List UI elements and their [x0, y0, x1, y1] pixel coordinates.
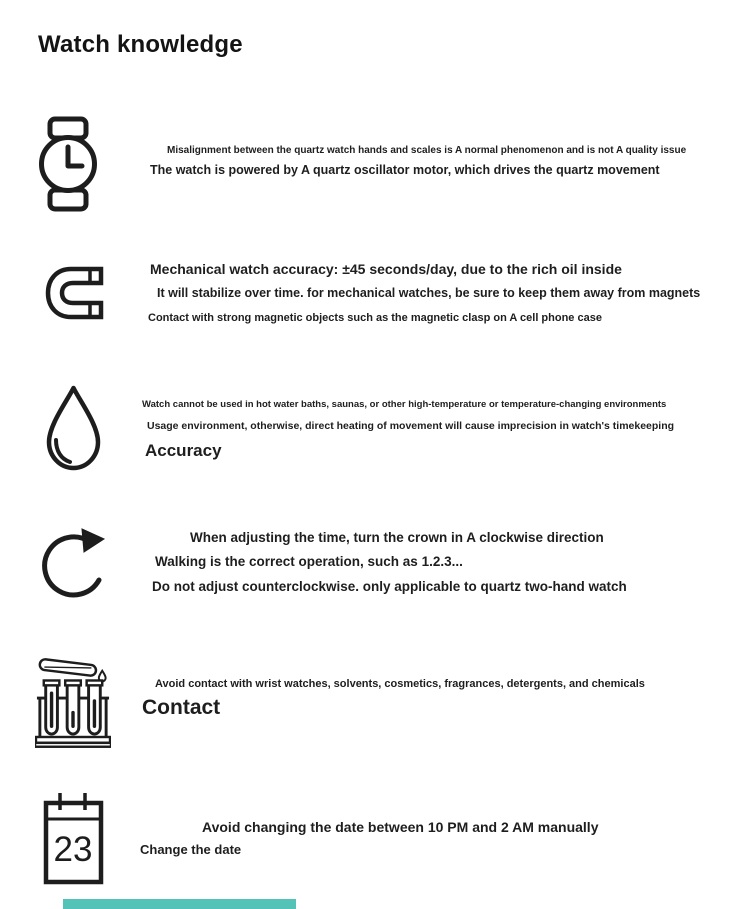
page-title: Watch knowledge — [38, 31, 243, 58]
hot-water-warning-note: Watch cannot be used in hot water baths, saunas, or other high-temperature or temperature-changing environments — [142, 399, 667, 410]
calendar-day-number: 23 — [53, 830, 93, 869]
wristwatch-icon — [35, 116, 101, 212]
walking-operation-text: Walking is the correct operation, such as 1.2.3... — [155, 554, 463, 569]
change-date-heading: Change the date — [140, 842, 242, 857]
quartz-misalignment-note: Misalignment between the quartz watch hands and scales is A normal phenomenon and is not A quality issue — [167, 145, 687, 156]
magnetic-clasp-note: Contact with strong magnetic objects such as the magnetic clasp on A cell phone case — [148, 312, 602, 324]
water-drop-icon — [42, 384, 105, 474]
contact-heading: Contact — [142, 696, 221, 719]
test-tubes-icon — [35, 650, 111, 748]
clockwise-arrow-icon — [42, 527, 106, 604]
usage-environment-text: Usage environment, otherwise, direct heating of movement will cause imprecision in watch's timekeeping — [147, 420, 675, 432]
accuracy-heading: Accuracy — [145, 441, 222, 460]
accent-bar — [63, 899, 296, 909]
magnet-warning-text: It will stabilize over time. for mechanical watches, be sure to keep them away from magnets — [157, 286, 701, 300]
calendar-icon — [43, 790, 104, 885]
clockwise-direction-text: When adjusting the time, turn the crown in A clockwise direction — [190, 530, 604, 545]
counterclockwise-warning-text: Do not adjust counterclockwise. only applicable to quartz two-hand watch — [152, 579, 627, 594]
quartz-motor-text: The watch is powered by A quartz oscillator motor, which drives the quartz movement — [150, 163, 660, 177]
magnet-icon — [44, 264, 104, 322]
avoid-chemicals-text: Avoid contact with wrist watches, solvents, cosmetics, fragrances, detergents, and chemicals — [155, 678, 645, 690]
avoid-date-change-text: Avoid changing the date between 10 PM and 2 AM manually — [202, 819, 599, 835]
mechanical-accuracy-text: Mechanical watch accuracy: ±45 seconds/day, due to the rich oil inside — [150, 261, 622, 277]
